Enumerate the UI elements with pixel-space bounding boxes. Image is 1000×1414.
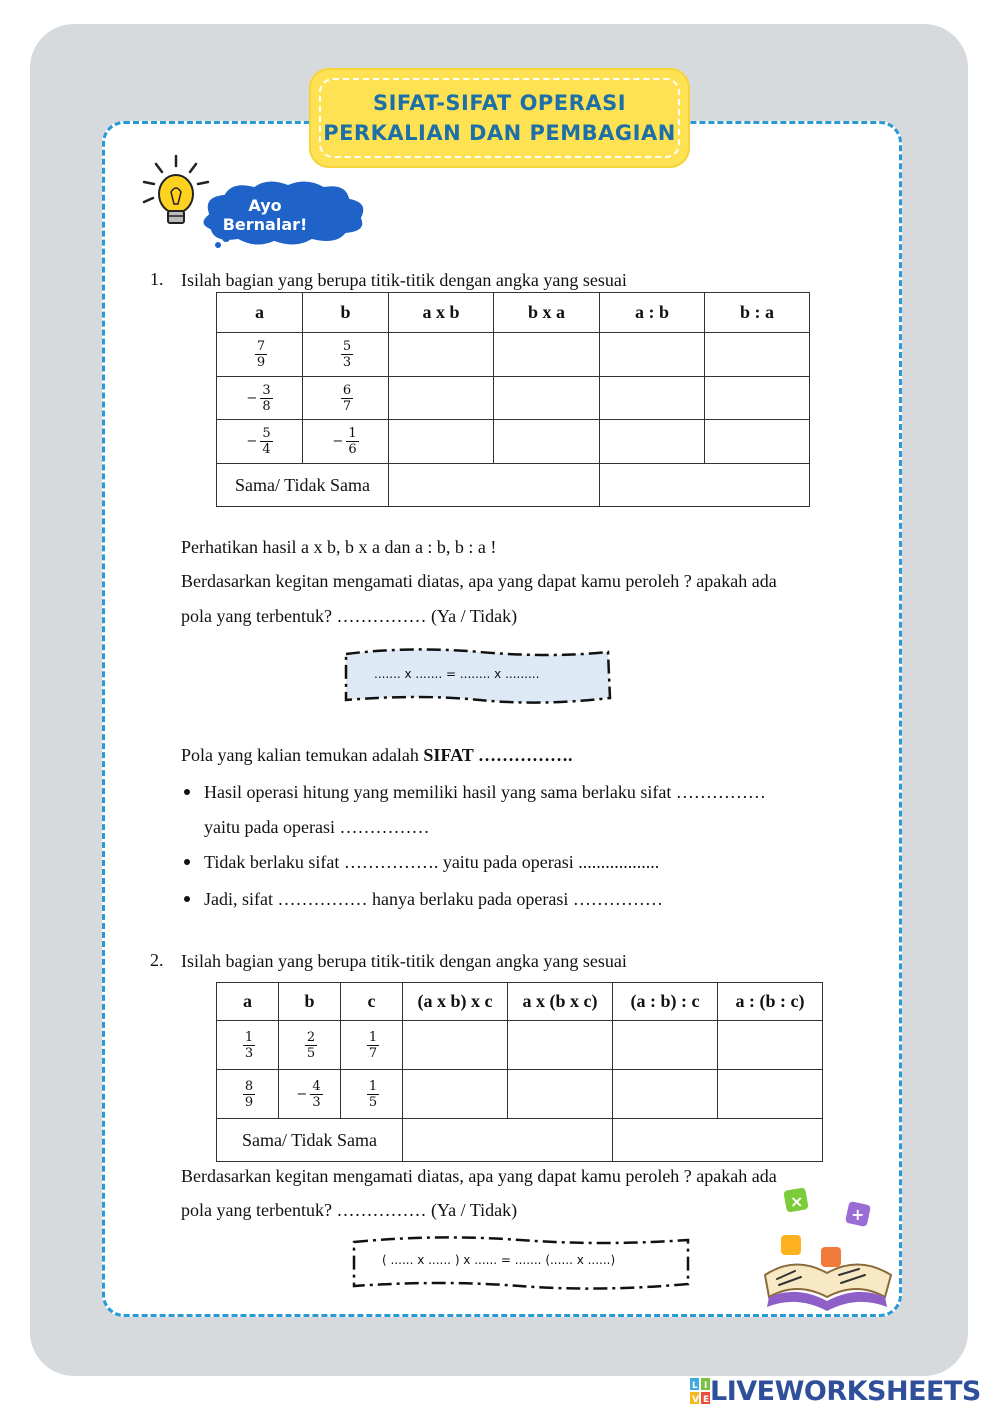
q1-equation-text[interactable]: ....... x ....... = ........ x .........: [374, 667, 540, 681]
bullet-dot: [184, 789, 190, 795]
q1-r1-b-div-a-answer[interactable]: [705, 333, 810, 377]
q1-compare-multiplication-answer[interactable]: [389, 464, 600, 507]
q2-header-axb-xc: (a x b) x c: [403, 983, 508, 1021]
q2-header-b: b: [279, 983, 341, 1021]
q1-header-axb: a x b: [389, 293, 494, 333]
q2-r1-b: 2 5: [279, 1021, 341, 1070]
q1-r2-axb-answer[interactable]: [389, 377, 494, 420]
q1-instruction: Isilah bagian yang berupa titik-titik dengan angka yang sesuai: [181, 270, 627, 290]
ayo-bernalar-label: Ayo Bernalar!: [222, 196, 308, 234]
q1-header-b: b: [303, 293, 389, 333]
q1-r2-a-div-b-answer[interactable]: [600, 377, 705, 420]
q1-compare-division-answer[interactable]: [600, 464, 810, 507]
bullet-dot: [184, 896, 190, 902]
q1-r3-b: − $\frac{1}{6}$: [303, 420, 389, 464]
q1-bullet-1-line-2: yaitu pada operasi ……………: [204, 817, 430, 837]
q2-r2-answer-1[interactable]: [403, 1070, 508, 1119]
svg-text:×: ×: [790, 1192, 804, 1211]
q1-r1-a: 7 9: [217, 333, 303, 377]
q2-r2-answer-4[interactable]: [718, 1070, 823, 1119]
q2-header-adiv-bdivc: a : (b : c): [718, 983, 823, 1021]
q1-r3-axb-answer[interactable]: [389, 420, 494, 464]
q2-r1-answer-4[interactable]: [718, 1021, 823, 1070]
q1-r1-axb-answer[interactable]: [389, 333, 494, 377]
svg-text:L: L: [692, 1381, 698, 1391]
q2-r2-c: 1 5: [341, 1070, 403, 1119]
q2-compare-row: [217, 1119, 823, 1162]
logo-icon: [690, 1378, 710, 1404]
q2-question-line-2: pola yang terbentuk? …………… (Ya / Tidak): [181, 1200, 518, 1220]
q2-table: [216, 982, 823, 1162]
q1-r3-a: − $\frac{5}{4}$: [217, 420, 303, 464]
q1-r3-b-div-a-answer[interactable]: [705, 420, 810, 464]
q2-row-2: [217, 1070, 823, 1119]
q2-row-1: [217, 1021, 823, 1070]
liveworksheets-logo: [690, 1376, 981, 1406]
q2-r2-answer-3[interactable]: [613, 1070, 718, 1119]
svg-text:E: E: [703, 1395, 710, 1404]
q1-r2-b: 6 7: [303, 377, 389, 420]
svg-text:+: +: [851, 1205, 865, 1224]
q2-header-adivb-divc: (a : b) : c: [613, 983, 718, 1021]
q1-r3-a-div-b-answer[interactable]: [600, 420, 705, 464]
q1-compare-row: [217, 464, 810, 507]
q1-header-a: a: [217, 293, 303, 333]
q2-equation-text[interactable]: ( ...... x ...... ) x ...... = ....... (...... x ......): [382, 1253, 616, 1267]
q1-header-a-div-b: a : b: [600, 293, 705, 333]
q1-pattern-blank[interactable]: SIFAT …………….: [423, 745, 573, 765]
q2-r1-c: 1 7: [341, 1021, 403, 1070]
q1-number: 1.: [150, 269, 164, 289]
q1-r3-bxa-answer[interactable]: [494, 420, 600, 464]
bullet-dot: [184, 859, 190, 865]
q1-r2-b-div-a-answer[interactable]: [705, 377, 810, 420]
q1-bullet-1-line-1: Hasil operasi hitung yang memiliki hasil yang sama berlaku sifat ……………: [204, 782, 766, 802]
q2-r2-b: − $\frac{4}{3}$: [279, 1070, 341, 1119]
q2-question-line-1: Berdasarkan kegitan mengamati diatas, apa yang dapat kamu peroleh ? apakah ada: [181, 1166, 777, 1186]
logo-text: LIVEWORKSHEETS: [710, 1375, 981, 1407]
q2-header-a: a: [217, 983, 279, 1021]
q2-header-c: c: [341, 983, 403, 1021]
q1-r1-bxa-answer[interactable]: [494, 333, 600, 377]
q1-question-line-2: pola yang terbentuk? …………… (Ya / Tidak): [181, 606, 518, 626]
q1-header-bxa: b x a: [494, 293, 600, 333]
q1-bullet-2: Tidak berlaku sifat ……………. yaitu pada operasi ..................: [204, 852, 660, 872]
q1-r2-bxa-answer[interactable]: [494, 377, 600, 420]
q1-row-1: [217, 333, 810, 377]
q1-header-b-div-a: b : a: [705, 293, 810, 333]
q2-r1-answer-3[interactable]: [613, 1021, 718, 1070]
book-icon: [755, 1185, 900, 1315]
q1-pattern-line: [181, 744, 572, 766]
q1-r1-b: 5 3: [303, 333, 389, 377]
q2-compare-label: Sama/ Tidak Sama: [217, 1119, 403, 1162]
title-line-2: PERKALIAN DAN PEMBAGIAN: [323, 121, 676, 145]
q2-r2-answer-2[interactable]: [508, 1070, 613, 1119]
q2-compare-division-answer[interactable]: [613, 1119, 823, 1162]
q2-r1-answer-2[interactable]: [508, 1021, 613, 1070]
q1-compare-label: Sama/ Tidak Sama: [217, 464, 389, 507]
q2-instruction: Isilah bagian yang berupa titik-titik dengan angka yang sesuai: [181, 951, 627, 971]
q1-row-3: [217, 420, 810, 464]
title-line-1: SIFAT-SIFAT OPERASI: [372, 91, 627, 115]
q2-r1-a: 1 3: [217, 1021, 279, 1070]
q1-observe-text: Perhatikan hasil a x b, b x a dan a : b, b : a !: [181, 537, 497, 557]
q1-bullet-3: Jadi, sifat …………… hanya berlaku pada operasi ……………: [204, 889, 663, 909]
q1-question-line-1: Berdasarkan kegitan mengamati diatas, apa yang dapat kamu peroleh ? apakah ada: [181, 571, 777, 591]
svg-text:V: V: [692, 1395, 699, 1404]
q1-table: [216, 292, 810, 507]
svg-text:I: I: [704, 1381, 708, 1391]
q1-pattern-prefix: Pola yang kalian temukan adalah: [181, 745, 424, 765]
q2-r1-answer-1[interactable]: [403, 1021, 508, 1070]
q2-number: 2.: [150, 950, 164, 970]
title-banner: [309, 68, 690, 168]
q2-r2-a: 8 9: [217, 1070, 279, 1119]
q1-r2-a: − $\frac{3}{8}$: [217, 377, 303, 420]
q1-row-2: [217, 377, 810, 420]
q2-header-ax-bxc: a x (b x c): [508, 983, 613, 1021]
q2-compare-multiplication-answer[interactable]: [403, 1119, 613, 1162]
q1-r1-a-div-b-answer[interactable]: [600, 333, 705, 377]
